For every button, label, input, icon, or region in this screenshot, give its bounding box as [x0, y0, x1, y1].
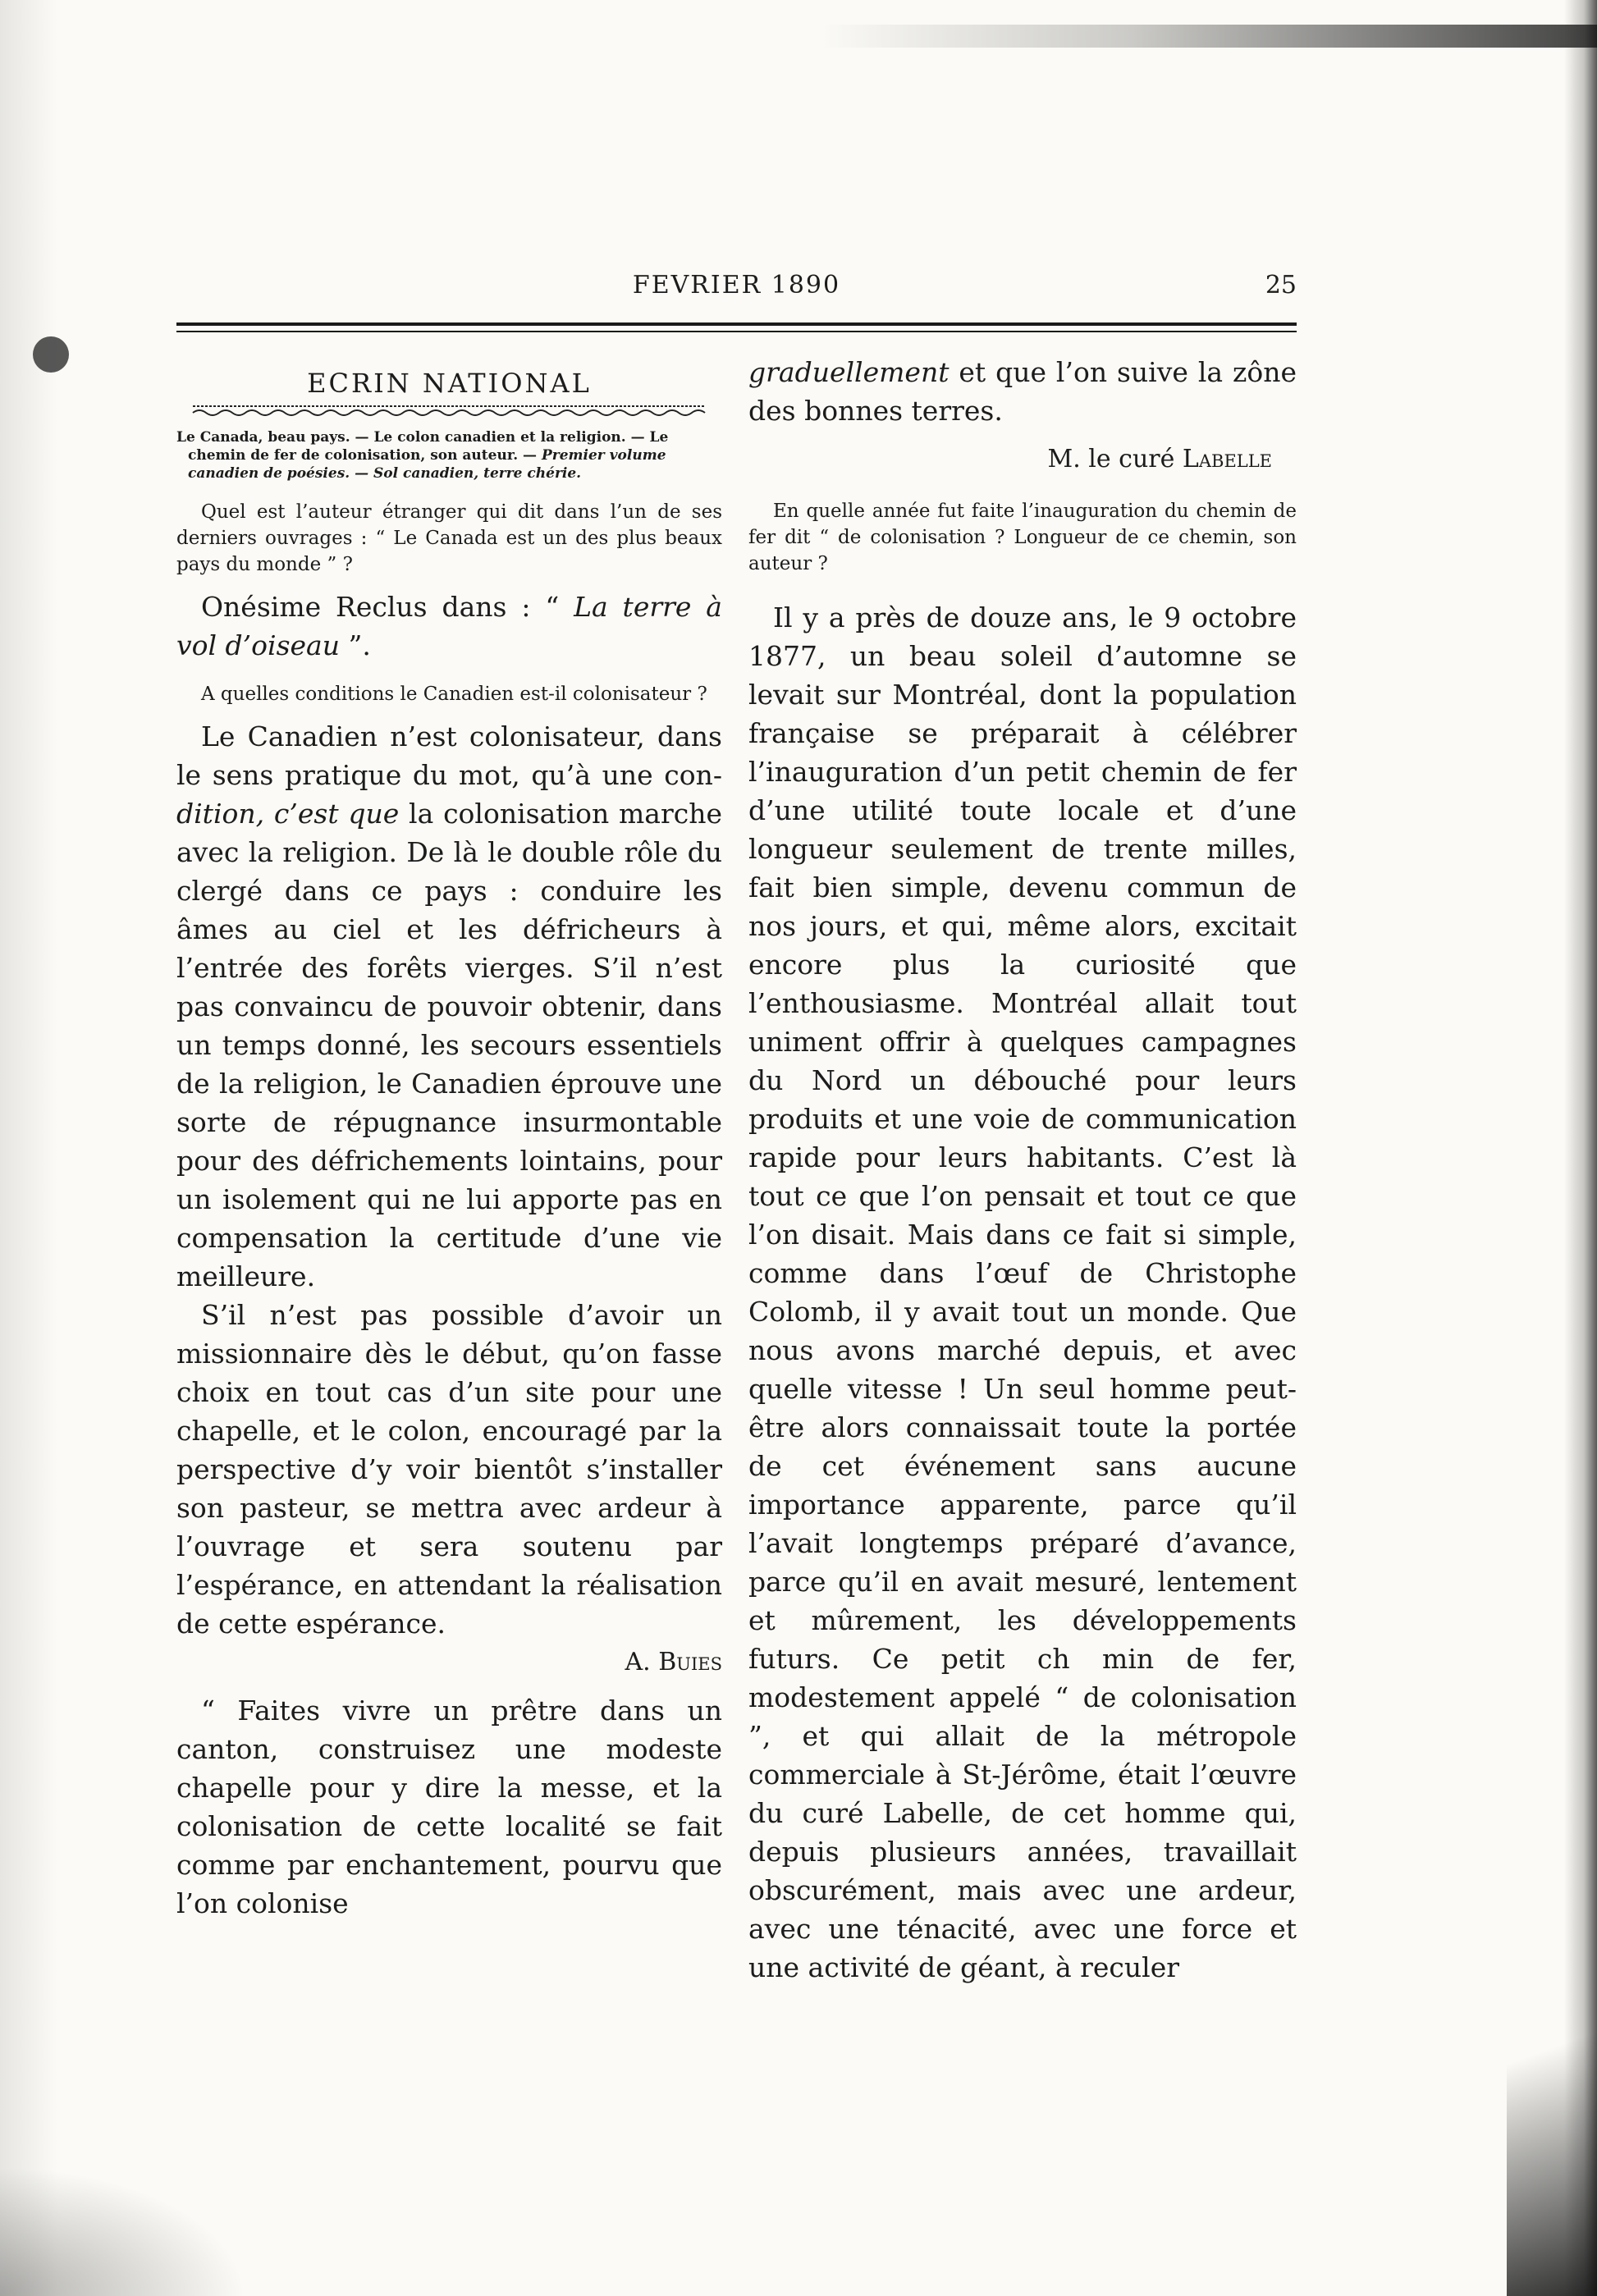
answer-2-after: la colonisation marche avec la religion. De là le double rôle du clergé dans ce pays : conduire les âmes au ciel et les défricheurs à l’entrée des forêts vierges. S’il n’est pas convaincu de pouvoir obtenir, dans un temps donné, les secours essentiels de la religion, le Canadien éprouve une sorte de répugnance insurmontable pour des défrichements lointains, pour un isolement qui ne lui apporte pas en compensation la certitude d’une vie meilleure. — [176, 798, 722, 1292]
page-number: 25 — [1265, 271, 1297, 300]
answer-2-italic: dition, c’est que — [176, 798, 400, 830]
answer-1-suffix: ”. — [339, 629, 371, 661]
summary-part2: Premier volume canadien de poésies. — Sol canadien, terre chérie. — [188, 447, 666, 482]
running-header — [176, 271, 1297, 320]
question-3: En quelle année fut faite l’inauguration du chemin de fer dit “ de colonisation ? Longueur de ce chemin, son auteur ? — [748, 501, 1297, 574]
ornamental-rule — [176, 404, 722, 417]
quote-labelle: “ Faites vivre un prêtre dans un canton, construisez une modeste chapelle pour y dire la messe, et la colonisation de cette localité se fait comme par enchantement, pourvu que l’on colonise — [176, 1695, 722, 1919]
answer-2-paragraph-2: S’il n’est pas possible d’avoir un missionnaire dès le début, qu’on fasse choix en tout cas d’un site pour une chapelle, et le colon, encouragé par la perspective d’y voir bientôt s’installer son pasteur, se mettra avec ardeur à l’ouvrage et sera soutenu par l’espérance, en attendant la réalisation de cette espérance. — [176, 1299, 722, 1640]
right-column — [748, 353, 1297, 1987]
article-summary — [176, 428, 722, 483]
left-column — [176, 353, 722, 1923]
scan-shadow-top — [821, 25, 1597, 48]
signature-labelle-prefix: M. le curé — [1047, 445, 1183, 473]
question-2: A quelles conditions le Canadien est-il colonisateur ? — [201, 684, 707, 705]
scan-shadow-bottom-left — [0, 2166, 246, 2296]
answer-1 — [176, 588, 722, 665]
answer-1-title: La terre à vol d’oiseau — [176, 591, 722, 661]
summary-part1: Le Canada, beau pays. — Le colon canadien et la religion. — Le chemin de fer de colonisation, son auteur. — — [176, 429, 669, 464]
header-rule-thick — [176, 322, 1297, 326]
quote-continuation — [748, 353, 1297, 430]
header-rule-thin — [176, 331, 1297, 332]
answer-2-paragraph-1 — [176, 717, 722, 1296]
signature-buies: A. Buies — [625, 1648, 722, 1676]
signature-labelle — [748, 445, 1297, 473]
quote-continuation-italic: graduellement — [748, 356, 950, 388]
section-title: ECRIN NATIONAL — [307, 368, 592, 399]
signature-labelle-name: Labelle — [1182, 445, 1272, 473]
header-date: FEVRIER 1890 — [632, 271, 841, 300]
scan-shadow-corner — [1507, 1887, 1597, 2296]
question-1: Quel est l’auteur étranger qui dit dans l’un de ses derniers ouvrages : “ Le Canada est un des plus beaux pays du monde ” ? — [176, 501, 722, 575]
library-stamp — [33, 336, 69, 373]
answer-2-before: Le Canadien n’est colonisateur, dans le sens pratique du mot, qu’à une con- — [176, 720, 722, 791]
quote-continuation-rest: et que l’on suive la zône des bonnes terres. — [748, 356, 1297, 427]
answer-1-prefix: Onésime Reclus dans : “ — [201, 591, 574, 623]
answer-3: Il y a près de douze ans, le 9 octobre 1877, un beau soleil d’automne se levait sur Montréal, dont la population française se préparait à célébrer l’inauguration d’un petit chemin de fer d’une utilité toute locale et d’une longueur seulement de trente milles, fait bien simple, devenu commun de nos jours, et qui, même alors, excitait encore plus la curiosité que l’enthousiasme. Montréal allait tout uniment offrir à quelques campagnes du Nord un débouché pour leurs produits et une voie de communication rapide pour leurs habitants. C’est là tout ce que l’on pensait et tout ce que l’on disait. Mais dans ce fait si simple, comme dans l’œuf de Christophe Colomb, il y avait tout un monde. Que nous avons marché depuis, et avec quelle vitesse ! Un seul homme peut-être alors connaissait toute la portée de cet événement sans aucune importance apparente, parce qu’il l’avait longtemps préparé d’avance, parce qu’il en avait mesuré, lentement et mûrement, les développements futurs. Ce petit ch min de fer, modestement appelé “ de colonisation ”, et qui allait de la métropole commerciale à St-Jérôme, était l’œuvre du curé Labelle, de cet homme qui, depuis plusieurs années, travaillait obscurément, mais avec une ardeur, avec une ténacité, avec une force et une activité de géant, à reculer — [748, 601, 1297, 1983]
